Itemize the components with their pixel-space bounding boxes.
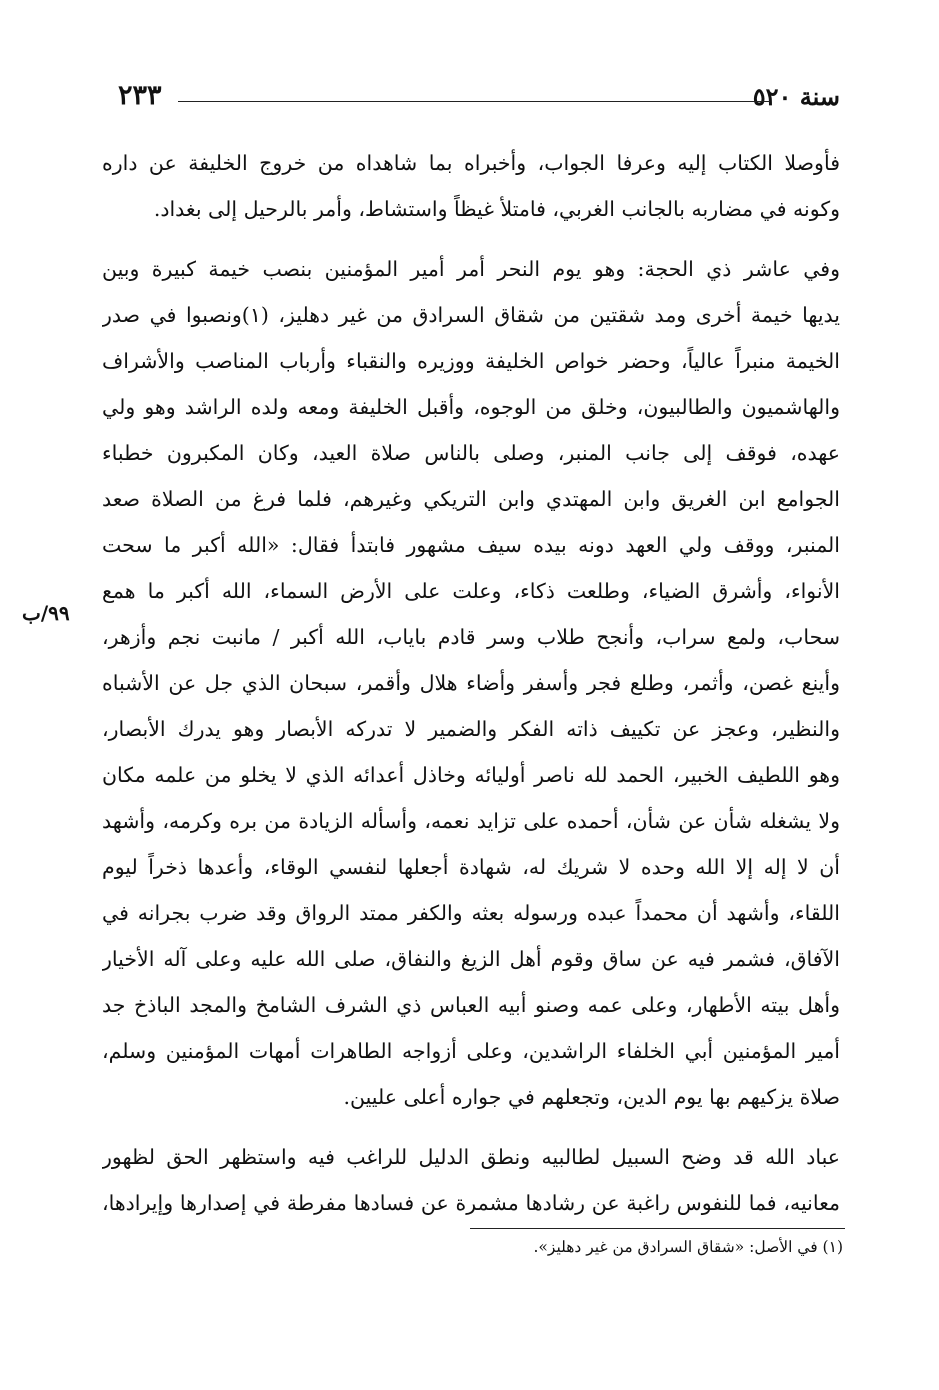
- text-line: وأهل بيته الأطهار، وعلى عمه وصنو أبيه العباس ذي الشرف الشامخ والمجد الباذخ جد: [102, 993, 840, 1017]
- text-line: صلاة يزكيهم بها يوم الدين، وتجعلهم في جواره أعلى عليين.: [343, 1085, 840, 1109]
- text-line: أمير المؤمنين أبي الخلفاء الراشدين، وعلى أزواجه الطاهرات أمهات المؤمنين وسلم،: [102, 1039, 840, 1063]
- text-line: سحاب، ولمع سراب، وأنجح طلاب وسر قادم باياب، الله أكبر / مانبت نجم وأزهر،: [102, 625, 840, 649]
- text-line: عباد الله قد وضح السبيل لطالبيه ونطق الدليل للراغب فيه واستظهر الحق لظهور: [102, 1145, 840, 1169]
- page-number: ٢٣٣: [118, 80, 162, 111]
- text-line: وأينع غصن، وأثمر، وطلع فجر وأسفر وأضاء هلال وأقمر، سبحان الذي جل عن الأشباه: [102, 671, 840, 695]
- header-rule: [178, 101, 770, 102]
- footnote-rule: [470, 1228, 845, 1229]
- text-line: معانيه، فما للنفوس راغبة عن رشادها مشمرة عن فسادها مفرطة في إصدارها وإيرادها،: [102, 1191, 840, 1215]
- text-line: والهاشميون والطالبيون، وخلق من الوجوه، وأقبل الخليفة ومعه ولده الراشد وهو ولي: [102, 395, 840, 419]
- page-header: [118, 82, 840, 122]
- text-line: الجوامع ابن الغريق وابن المهتدي وابن التريكي وغيرهم، فلما فرغ من الصلاة صعد: [102, 487, 840, 511]
- text-line: وكونه في مضاربه بالجانب الغربي، فامتلأ غيظاً واستشاط، وأمر بالرحيل إلى بغداد.: [153, 197, 840, 221]
- text-line: ولا يشغله شأن عن شأن، أحمده على تزايد نعمه، وأسأله الزيادة من بره وكرمه، وأشهد: [102, 809, 840, 833]
- paragraph-gap: [102, 1120, 840, 1134]
- text-line: الخيمة منبراً عالياً، وحضر خواص الخليفة ووزيره والنقباء وأرباب المناصب والأشراف: [102, 349, 840, 373]
- text-line: الآفاق، فشمر فيه عن ساق وقوم أهل الزيغ والنفاق، صلى الله عليه وعلى آله الأخيار: [102, 947, 840, 971]
- margin-folio-note: ٩٩/ب: [22, 601, 70, 625]
- text-line: وفي عاشر ذي الحجة: وهو يوم النحر أمر أمير المؤمنين بنصب خيمة كبيرة وبين: [102, 257, 840, 281]
- text-line: فأوصلا الكتاب إليه وعرفا الجواب، وأخبراه بما شاهداه من خروج الخليفة عن داره: [102, 151, 840, 175]
- text-line: الأنواء، وأشرق الضياء، وطلعت ذكاء، وعلت على الأرض السماء، الله أكبر ما همع: [102, 579, 840, 603]
- text-line: يديها خيمة أخرى ومد شقتين من شقاق السرادق من غير دهليز، (١)ونصبوا في صدر: [102, 303, 840, 327]
- text-line: أن لا إله إلا الله وحده لا شريك له، شهادة أجعلها لنفسي الوقاء، وأعدها ذخراً ليوم: [102, 855, 840, 879]
- paragraph-gap: [102, 232, 840, 246]
- main-text: [102, 140, 840, 1226]
- text-line: اللقاء، وأشهد أن محمداً عبده ورسوله بعثه والكفر ممتد الرواق وقد ضرب بجرانه في: [102, 901, 840, 925]
- text-line: وهو اللطيف الخبير، الحمد لله ناصر أوليائه وخاذل أعدائه الذي لا يخلو من علمه مكان: [102, 763, 840, 787]
- header-year: سنة ٥٢٠: [752, 82, 840, 111]
- text-line: والنظير، وعجز عن تكييف ذاته الفكر والضمير لا تدركه الأبصار وهو يدرك الأبصار،: [102, 717, 840, 741]
- text-line: المنبر، ووقف ولي العهد دونه بيده سيف مشهور فابتدأ فقال: «الله أكبر ما سحت: [102, 533, 840, 557]
- footnote: (١) في الأصل: «شقاق السرادق من غير دهليز».: [533, 1238, 843, 1256]
- text-line: عهده، فوقف إلى جانب المنبر، وصلى بالناس صلاة العيد، وكان المكبرون خطباء: [102, 441, 840, 465]
